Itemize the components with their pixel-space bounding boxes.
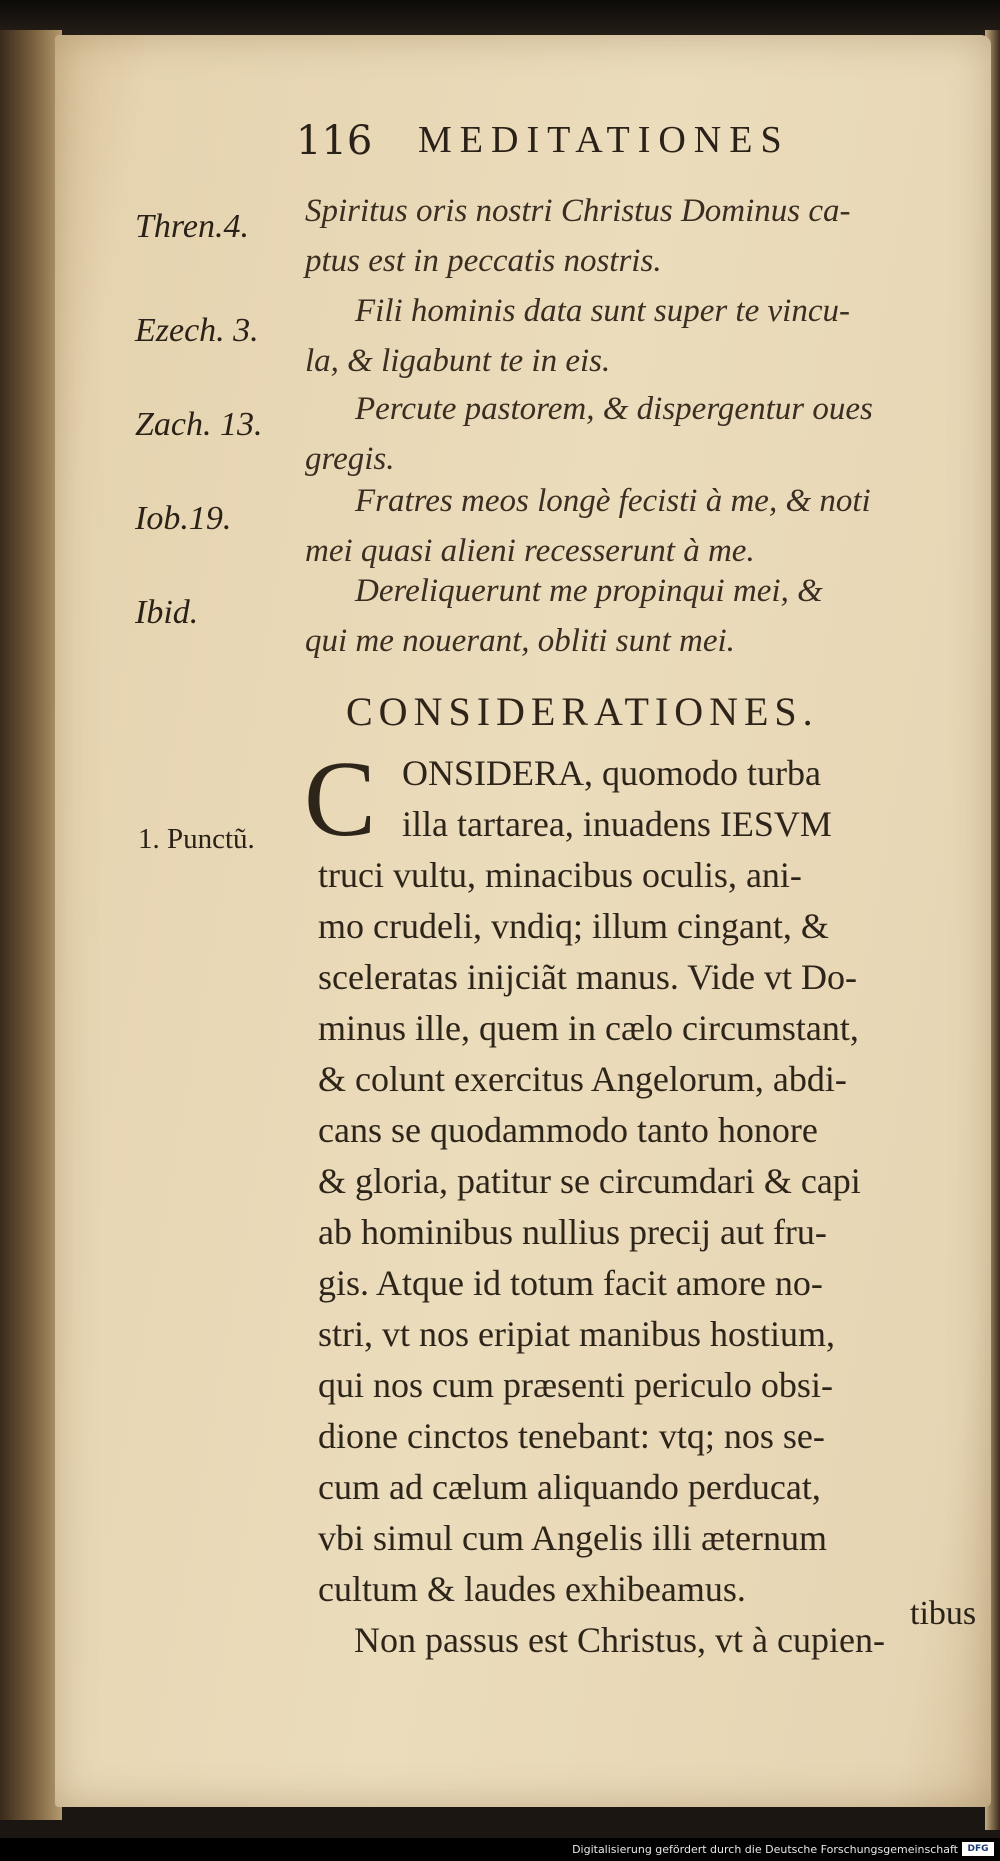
scripture-ref: Ezech. 3. (135, 312, 259, 349)
body-line: cultum & laudes exhibeamus. (318, 1569, 746, 1609)
body-line: Non passus est Christus, vt à cupien- (354, 1620, 885, 1660)
quote-line: Fili hominis data sunt super te vincu- (355, 293, 850, 329)
scripture-quote (305, 476, 965, 576)
body-line: qui nos cum præsenti periculo obsi- (318, 1365, 833, 1405)
section-title: CONSIDERATIONES. (346, 689, 819, 734)
scripture-ref: Zach. 13. (135, 406, 263, 443)
body-line: & colunt exercitus Angelorum, abdi- (318, 1059, 847, 1099)
margin-note: 1. Punctũ. (138, 823, 255, 855)
body-line: stri, vt nos eripiat manibus hostium, (318, 1314, 835, 1354)
quote-line: qui me nouerant, obliti sunt mei. (305, 623, 735, 659)
body-line: ONSIDERA, quomodo turba (402, 753, 821, 793)
page-header (0, 118, 1000, 168)
body-line: cans se quodammodo tanto honore (318, 1110, 818, 1150)
drop-cap: C (304, 740, 377, 859)
quote-line: ptus est in peccatis nostris. (305, 243, 662, 279)
scripture-ref: Thren.4. (135, 208, 249, 245)
body-line: illa tartarea, inuadens IESVM (402, 804, 832, 844)
body-line: cum ad cælum aliquando perducat, (318, 1467, 821, 1507)
running-head: MEDITATIONES (418, 119, 790, 161)
body-line: ab hominibus nullius precij aut fru- (318, 1212, 827, 1252)
scripture-quote (305, 186, 965, 286)
scripture-quote (305, 286, 965, 386)
body-line: dione cinctos tenebant: vtq; nos se- (318, 1416, 825, 1456)
body-line: sceleratas inijciãt manus. Vide vt Do- (318, 957, 858, 997)
quote-line: mei quasi alieni recesserunt à me. (305, 533, 755, 569)
scripture-ref: Ibid. (135, 594, 199, 631)
quote-line: la, & ligabunt te in eis. (305, 343, 611, 379)
body-line: mo crudeli, vndiq; illum cingant, & (318, 906, 829, 946)
body-line: minus ille, quem in cælo circumstant, (318, 1008, 859, 1048)
catchword: tibus (910, 1595, 977, 1632)
page-number: 116 (296, 118, 373, 164)
quote-line: Spiritus oris nostri Christus Dominus ca- (305, 193, 851, 229)
body-text (318, 748, 978, 1666)
quote-line: Percute pastorem, & dispergentur oues (355, 391, 873, 427)
body-line: gis. Atque id totum facit amore no- (318, 1263, 823, 1303)
body-line: & gloria, patitur se circumdari & capi (318, 1161, 861, 1201)
quote-line: Fratres meos longè fecisti à me, & noti (355, 483, 871, 519)
scripture-quote (305, 384, 965, 484)
body-line: truci vultu, minacibus oculis, ani- (318, 855, 802, 895)
quote-line: Dereliquerunt me propinqui mei, & (355, 573, 823, 609)
scripture-quote (305, 566, 965, 666)
dfg-logo: DFG (962, 1842, 994, 1856)
scripture-ref: Iob.19. (135, 500, 232, 537)
body-line: vbi simul cum Angelis illi æternum (318, 1518, 827, 1558)
book-spine-edge (0, 30, 62, 1820)
footer-credit: Digitalisierung gefördert durch die Deutsche Forschungsgemeinschaft (572, 1843, 958, 1856)
quote-line: gregis. (305, 441, 395, 477)
